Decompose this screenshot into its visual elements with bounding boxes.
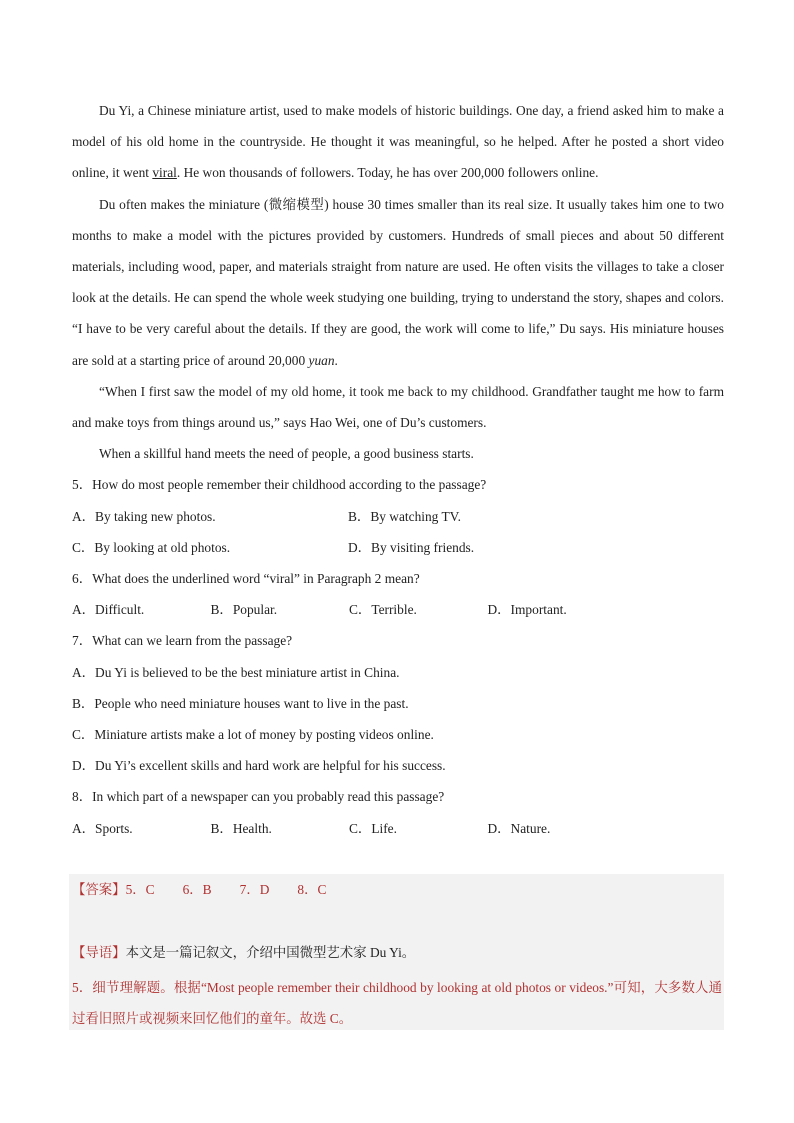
option-8c: C．Life. [349, 820, 397, 836]
paragraph-1: Du Yi, a Chinese miniature artist, used to make models of historic buildings. One day, a friend asked him to make a model of his old home in the countryside. He thought it was meaningful, so he helped. After he posted a short video online, it went viral. He won thousands of followers. Today, he has over 200,000 followers online. [72, 103, 724, 181]
question-8-stem: 8．In which part of a newspaper can you probably read this passage? [72, 789, 445, 805]
question-6-options [72, 594, 724, 625]
option-6c: C．Terrible. [349, 602, 417, 618]
guide-line [72, 942, 415, 964]
option-5c: C．By looking at old photos. [72, 539, 231, 555]
option-7c: C．Miniature artists make a lot of money by posting videos online. [72, 727, 434, 743]
option-8d: D．Nature. [487, 820, 551, 836]
question-8-options [72, 813, 724, 844]
option-6a: A．Difficult. [72, 602, 145, 618]
answer-7: 7．D [239, 882, 270, 897]
option-5a: A．By taking new photos. [72, 508, 216, 524]
guide-text: 本文是一篇记叙文，介绍中国微型艺术家 Du Yi。 [125, 945, 416, 960]
question-6-stem: 6．What does the underlined word “viral” in Paragraph 2 mean? [72, 571, 420, 587]
underlined-word-viral: viral [152, 165, 177, 181]
answer-8: 8．C [297, 882, 327, 897]
paragraph-3: “When I first saw the model of my old home, it took me back to my childhood. Grandfather taught me how to farm and make toys from things around us,” says Hao Wei, one of Du’s customers. [72, 383, 724, 431]
paragraph-4: When a skillful hand meets the need of people, a good business starts. [99, 446, 474, 462]
option-7b: B．People who need miniature houses want to live in the past. [72, 695, 409, 711]
question-5-options-row-2 [72, 532, 724, 563]
question-5-options-row-1 [72, 501, 724, 532]
explanation-q5: 5．细节理解题。根据“Most people remember their childhood by looking at old photos or videos.”可知，大多数人通过看旧照片或视频来回忆他们的童年。故选 C。 [72, 980, 722, 1026]
option-8a: A．Sports. [72, 820, 133, 836]
question-7-stem: 7．What can we learn from the passage? [72, 633, 293, 649]
paragraph-2: Du often makes the miniature (微缩模型) house 30 times smaller than its real size. It usually takes him one to two months to make a model with the pictures provided by customers. Hundreds of small pieces and about 50 different materials, including wood, paper, and materials straight from nature are used. He often visits the villages to take a closer look at the details. He can spend the whole week studying one building, trying to understand the story, shapes and colors. “I have to be very careful about the details. If they are good, the work will come to life,” Du says. His miniature houses are sold at a starting price of around 20,000 yuan. [72, 196, 724, 368]
option-7a: A．Du Yi is believed to be the best miniature artist in China. [72, 664, 400, 680]
guide-label: 【导语】 [72, 945, 126, 960]
option-6d: D．Important. [487, 602, 567, 618]
option-7d: D．Du Yi’s excellent skills and hard work are helpful for his success. [72, 758, 446, 774]
question-5-stem: 5．How do most people remember their childhood according to the passage? [72, 477, 487, 493]
option-8b: B．Health. [210, 820, 272, 836]
answer-6: 6．B [182, 882, 212, 897]
answer-5: 5．C [125, 882, 155, 897]
option-6b: B．Popular. [210, 602, 278, 618]
answer-key [72, 879, 326, 901]
option-5b: B．By watching TV. [348, 508, 461, 524]
option-5d: D．By visiting friends. [348, 539, 475, 555]
answer-label: 【答案】 [72, 882, 126, 897]
passage [72, 95, 724, 844]
